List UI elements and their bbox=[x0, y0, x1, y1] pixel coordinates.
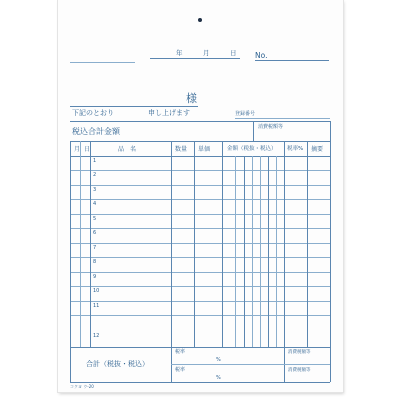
header-quantity: 数量 bbox=[175, 146, 188, 153]
row-line bbox=[70, 301, 330, 302]
row-line bbox=[70, 185, 330, 186]
row-line bbox=[70, 257, 330, 258]
total-tax-label: 消費税額等 bbox=[258, 124, 284, 130]
digit-line bbox=[268, 156, 269, 347]
punch-hole bbox=[198, 18, 202, 22]
number-label: No. bbox=[255, 51, 268, 60]
honorific-sama: 様 bbox=[186, 92, 197, 105]
total-box-top bbox=[70, 121, 330, 122]
row-number: 2 bbox=[93, 172, 97, 178]
month-label: 月 bbox=[203, 49, 210, 57]
header-remarks: 摘要 bbox=[311, 146, 324, 153]
row-number: 12 bbox=[93, 333, 100, 339]
recipient-line bbox=[70, 106, 198, 107]
row-number: 4 bbox=[93, 201, 97, 207]
row-number: 6 bbox=[93, 230, 97, 236]
total-box-label: 税込合計金額 bbox=[72, 127, 120, 136]
header-amount: 金額（税抜・税込） bbox=[227, 146, 277, 152]
col-line-month bbox=[80, 141, 81, 347]
registration-label: 登録番号 bbox=[235, 111, 256, 117]
footer-rate-1: 税率 bbox=[175, 349, 186, 355]
table-left-border bbox=[70, 141, 71, 382]
number-line bbox=[255, 60, 329, 61]
header-unit-price: 単価 bbox=[198, 146, 211, 153]
header-month: 月 bbox=[74, 146, 81, 153]
row-number: 11 bbox=[93, 303, 100, 309]
year-label: 年 bbox=[176, 49, 183, 57]
col-line-tax-rate bbox=[307, 141, 308, 347]
row-line bbox=[70, 272, 330, 273]
row-line bbox=[70, 214, 330, 215]
footer-total-label: 合計（税抜・税込） bbox=[86, 360, 149, 368]
invoice-form bbox=[58, 0, 343, 392]
date-line bbox=[150, 58, 240, 59]
row-line bbox=[70, 199, 330, 200]
row-number: 8 bbox=[93, 259, 97, 265]
row-line bbox=[70, 170, 330, 171]
footer-tax-1: 消費税額等 bbox=[288, 350, 311, 355]
row-number: 3 bbox=[93, 187, 97, 193]
digit-line bbox=[276, 156, 277, 347]
registration-line bbox=[235, 118, 330, 119]
col-line-amount bbox=[284, 141, 285, 347]
digit-line bbox=[252, 156, 253, 347]
col-line-day bbox=[90, 141, 91, 347]
total-box-divider bbox=[253, 121, 254, 141]
col-line-item bbox=[171, 141, 172, 347]
row-number: 5 bbox=[93, 216, 97, 222]
header-item: 品 名 bbox=[118, 146, 137, 153]
table-top bbox=[70, 141, 330, 142]
footer-tax-2: 消費税額等 bbox=[288, 368, 311, 373]
digit-line bbox=[235, 156, 236, 347]
table-bottom bbox=[70, 382, 330, 383]
row-number: 7 bbox=[93, 245, 97, 251]
header-day: 日 bbox=[84, 146, 91, 153]
footer-percent-2: % bbox=[216, 375, 221, 381]
digit-line bbox=[244, 156, 245, 347]
footer-percent-1: % bbox=[216, 357, 221, 363]
row-number: 1 bbox=[93, 158, 97, 164]
left-blank-line bbox=[70, 62, 135, 63]
row-line bbox=[70, 228, 330, 229]
row-number: 10 bbox=[93, 288, 100, 294]
header-tax-rate: 税率% bbox=[287, 146, 304, 152]
footer-rate-2: 税率 bbox=[175, 367, 186, 373]
col-line-quantity bbox=[194, 141, 195, 347]
intro-right: 申し上げます bbox=[148, 109, 190, 117]
table-body-bottom bbox=[70, 347, 330, 348]
row-line bbox=[70, 286, 330, 287]
row-line bbox=[70, 315, 330, 316]
row-line bbox=[70, 243, 330, 244]
product-code: コクヨ ウ-20 bbox=[70, 384, 94, 389]
table-right-border bbox=[330, 121, 331, 382]
intro-left: 下記のとおり bbox=[72, 109, 114, 117]
row-number: 9 bbox=[93, 274, 97, 280]
day-label: 日 bbox=[230, 49, 237, 57]
digit-line bbox=[260, 156, 261, 347]
col-line-price bbox=[222, 141, 223, 347]
header-bottom bbox=[70, 156, 330, 157]
footer-mid-line bbox=[171, 364, 330, 365]
